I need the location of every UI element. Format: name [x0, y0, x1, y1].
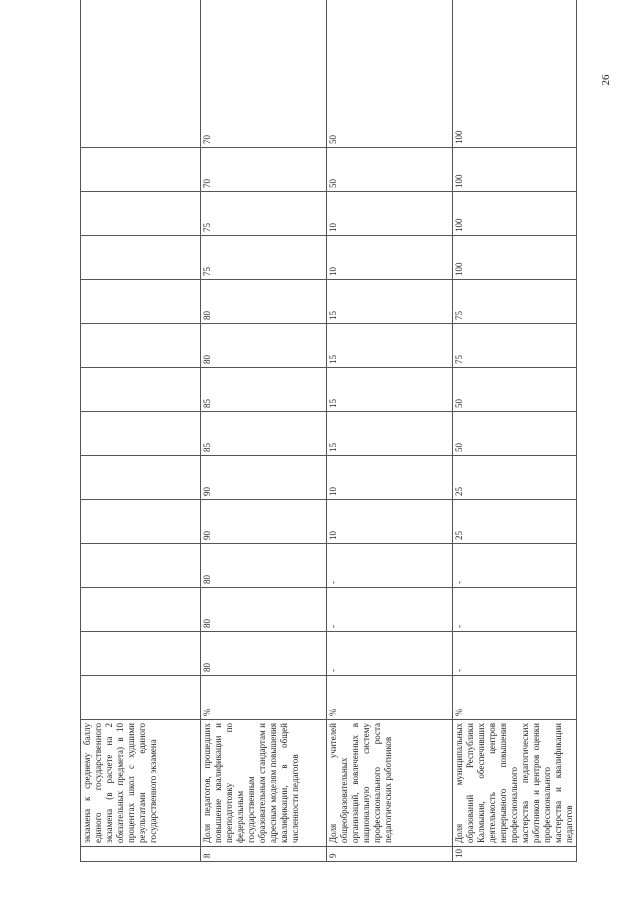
unit-cell: %: [327, 676, 453, 720]
value-cell: 100: [453, 148, 577, 192]
value-cell: 15: [327, 412, 453, 456]
value-cell: 50: [453, 412, 577, 456]
row-number: 9: [327, 847, 453, 862]
value-cell: [81, 192, 201, 236]
row-number: [81, 847, 201, 862]
indicator-name: Доля педагогов, прошедших повышение квалификации и переподготовку по федеральным государственным образовательным стандартам и адресным моделям повышения квалификации, в общей численности педагогов: [201, 720, 327, 847]
table-row: [201, 0, 327, 862]
value-cell: [81, 148, 201, 192]
unit-cell: [81, 676, 201, 720]
value-cell: [81, 632, 201, 676]
value-cell: 80: [201, 280, 327, 324]
value-cell: [81, 368, 201, 412]
value-cell: 75: [453, 324, 577, 368]
row-number: 10: [453, 847, 577, 862]
value-cell: [81, 280, 201, 324]
value-cell: 70: [201, 148, 327, 192]
value-cell: 75: [453, 280, 577, 324]
value-cell: [81, 0, 201, 148]
value-cell: 80: [201, 632, 327, 676]
value-cell: 80: [201, 588, 327, 632]
value-cell: [81, 236, 201, 280]
value-cell: 10: [327, 456, 453, 500]
value-cell: 75: [201, 236, 327, 280]
unit-cell: %: [453, 676, 577, 720]
value-cell: [81, 324, 201, 368]
unit-cell: %: [201, 676, 327, 720]
value-cell: 50: [327, 0, 453, 148]
value-cell: [81, 412, 201, 456]
table-row: [81, 0, 201, 862]
value-cell: 85: [201, 368, 327, 412]
value-cell: 100: [453, 236, 577, 280]
value-cell: 100: [453, 0, 577, 148]
value-cell: 10: [327, 500, 453, 544]
value-cell: 50: [453, 368, 577, 412]
value-cell: 90: [201, 500, 327, 544]
scan-mark: [28, 735, 38, 741]
value-cell: 15: [327, 280, 453, 324]
value-cell: -: [453, 588, 577, 632]
value-cell: [81, 500, 201, 544]
value-cell: -: [327, 544, 453, 588]
indicator-name: Доля муниципальных образований Республики Калмыкия, обеспечивших деятельность центров непрерывного повышения профессионального мастерства педагогических работников и центров оценки профессионального мастерства и квалификации педагогов: [453, 720, 577, 847]
value-cell: 15: [327, 368, 453, 412]
value-cell: 90: [201, 456, 327, 500]
value-cell: [81, 544, 201, 588]
value-cell: -: [327, 588, 453, 632]
indicator-name: экзамена к среднему баллу единого государственного экзамена (в расчете на 2 обязательных предмета) в 10 процентах школ с худшими результатами единого государственного экзамена: [81, 720, 201, 847]
value-cell: [81, 456, 201, 500]
value-cell: -: [453, 544, 577, 588]
value-cell: 10: [327, 236, 453, 280]
value-cell: -: [453, 632, 577, 676]
value-cell: 80: [201, 544, 327, 588]
value-cell: -: [327, 632, 453, 676]
value-cell: 10: [327, 192, 453, 236]
rotated-table-container: [80, 30, 576, 862]
value-cell: 80: [201, 324, 327, 368]
indicators-table: [80, 0, 577, 862]
value-cell: 85: [201, 412, 327, 456]
table-row: [453, 0, 577, 862]
row-number: 8: [201, 847, 327, 862]
value-cell: 75: [201, 192, 327, 236]
value-cell: [81, 588, 201, 632]
indicator-name: Доля учителей общеобразовательных организаций, вовлеченных в национальную систему профессионального роста педагогических работников: [327, 720, 453, 847]
value-cell: 25: [453, 500, 577, 544]
value-cell: 50: [327, 148, 453, 192]
value-cell: 15: [327, 324, 453, 368]
table-row: [327, 0, 453, 862]
value-cell: 100: [453, 192, 577, 236]
value-cell: 25: [453, 456, 577, 500]
value-cell: 70: [201, 0, 327, 148]
page-number: 26: [600, 74, 612, 86]
